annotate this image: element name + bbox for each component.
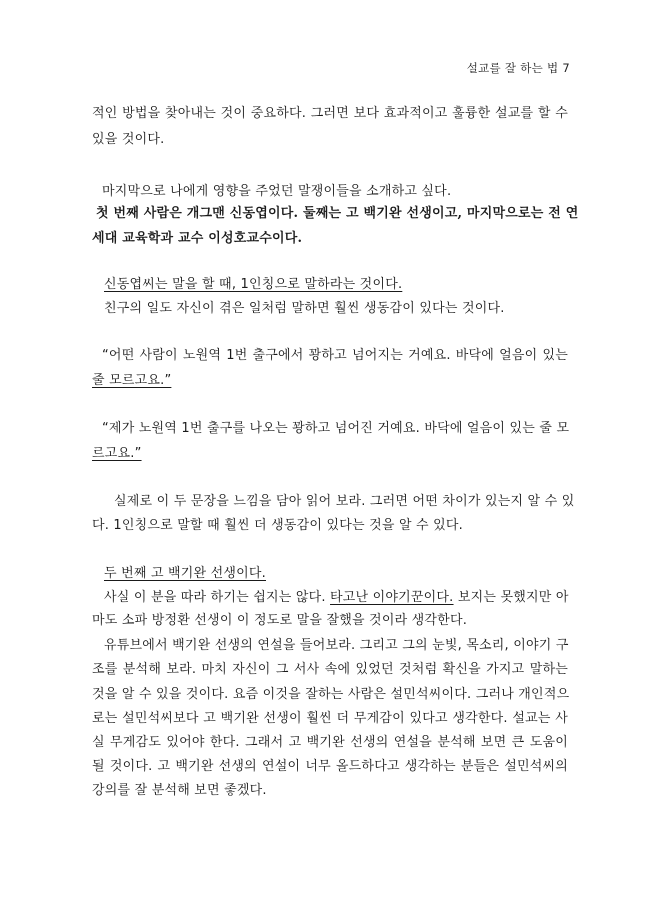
line-segment: 사실 이 분을 따라 하기는 쉽지는 않다. — [104, 590, 331, 605]
quote-line: 르고요.” — [92, 446, 142, 461]
paragraph-line: 것을 알 수 있을 것이다. 요즘 이것을 잘하는 사람은 설민석씨이다. 그러나 개인적으 — [92, 687, 570, 702]
underlined-heading: 두 번째 고 백기완 선생이다. — [104, 566, 266, 581]
quote-line: 줄 모르고요.” — [92, 373, 172, 388]
paragraph-line — [104, 589, 569, 607]
paragraph-line: 친구의 일도 자신이 겪은 일처럼 말하면 훨씬 생동감이 있다는 것이다. — [104, 301, 505, 316]
paragraph-line: 로는 설민석씨보다 고 백기완 선생이 훨씬 더 무게감이 있다고 생각한다. 설교는 사 — [92, 711, 568, 726]
underlined-phrase: 타고난 이야기꾼이다. — [330, 590, 454, 605]
line-segment: 보지는 못했지만 아 — [453, 590, 569, 605]
bold-line: 첫 번째 사람은 개그맨 신동엽이다. 둘째는 고 백기완 선생이고, 마지막으로는 전 연 — [96, 206, 579, 221]
underlined-heading: 신동엽씨는 말을 할 때, 1인칭으로 말하라는 것이다. — [104, 277, 403, 292]
paragraph-line: 실 무게감도 있어야 한다. 그래서 고 백기완 선생의 연설을 분석해 보면 큰 도움이 — [92, 735, 568, 750]
paragraph-line: 강의를 잘 분석해 보면 좋겠다. — [92, 783, 267, 798]
paragraph-line: 적인 방법을 찾아내는 것이 중요하다. 그러면 보다 효과적이고 훌륭한 설교를 할 수 — [92, 106, 568, 121]
bold-line: 세대 교육학과 교수 이성호교수이다. — [92, 231, 303, 246]
paragraph-line: 있을 것이다. — [92, 132, 165, 147]
paragraph-line: 유튜브에서 백기완 선생의 연설을 들어보라. 그리고 그의 눈빛, 목소리, 이야기 구 — [104, 638, 569, 653]
paragraph-line: 실제로 이 두 문장을 느낌을 담아 읽어 보라. 그러면 어떤 차이가 있는지 알 수 있 — [114, 494, 575, 509]
quote-line: “어떤 사람이 노원역 1번 출구에서 꽝하고 넘어지는 거예요. 바닥에 얼음이 있는 — [102, 348, 568, 363]
paragraph-line: 될 것이다. 고 백기완 선생의 연설이 너무 올드하다고 생각하는 분들은 설민석씨의 — [92, 759, 568, 774]
paragraph-line: 조를 분석해 보라. 마치 자신이 그 서사 속에 있었던 것처럼 확신을 가지고 말하는 — [92, 662, 568, 677]
paragraph-line: 마도 소파 방정환 선생이 이 정도로 말을 잘했을 것이라 생각한다. — [92, 613, 468, 628]
running-header: 설교를 잘 하는 법 7 — [466, 61, 570, 75]
paragraph-line: 다. 1인칭으로 말할 때 훨씬 더 생동감이 있다는 것을 알 수 있다. — [92, 518, 463, 533]
paragraph-line: 마지막으로 나에게 영향을 주었던 말쟁이들을 소개하고 싶다. — [102, 184, 452, 199]
quote-line: “제가 노원역 1번 출구를 나오는 꽝하고 넘어진 거예요. 바닥에 얼음이 있는 줄 모 — [102, 421, 570, 436]
